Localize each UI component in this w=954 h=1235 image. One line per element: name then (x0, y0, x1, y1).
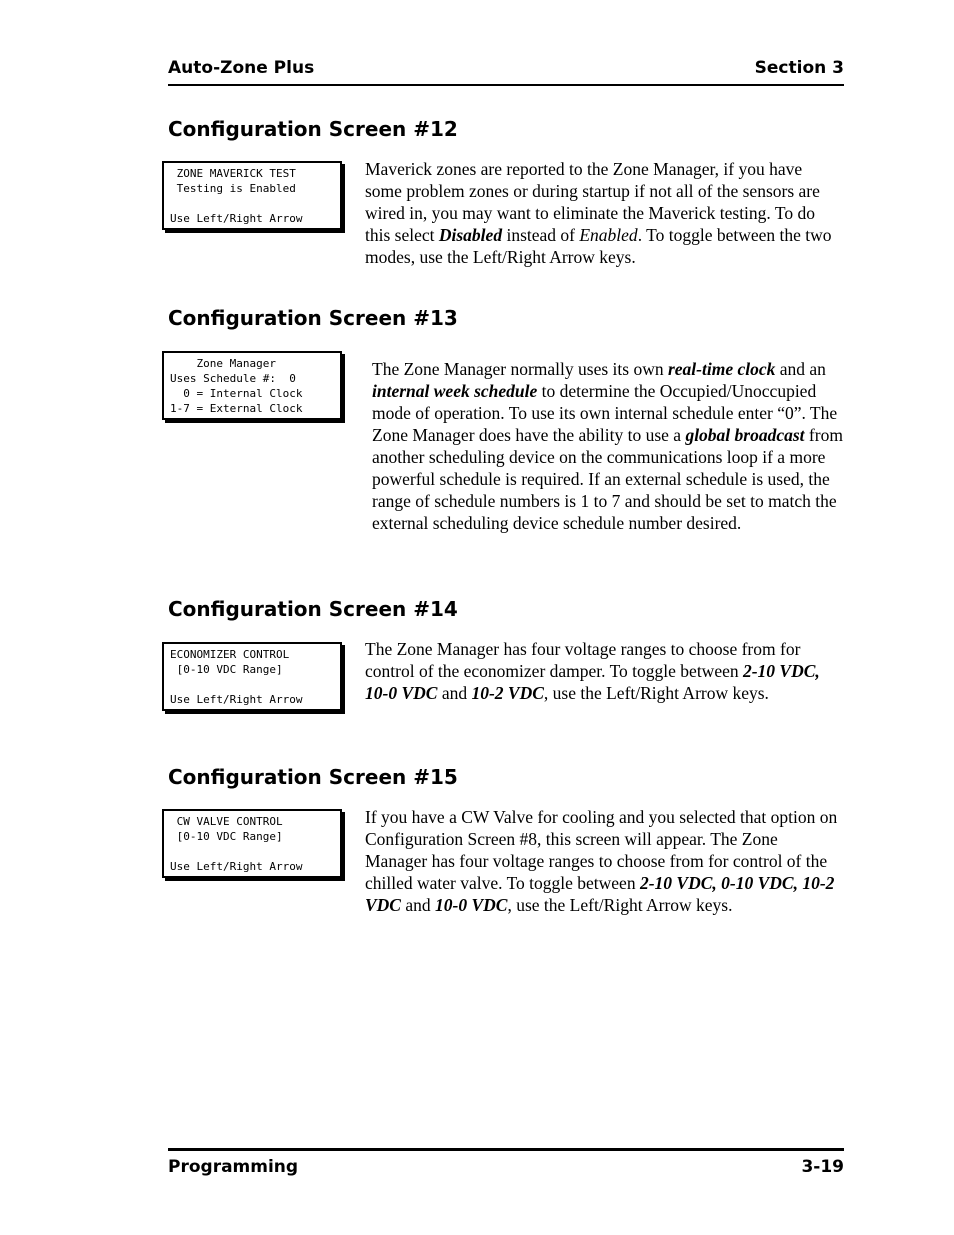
lcd-line: Testing is Enabled (170, 182, 296, 195)
section-heading-13: Configuration Screen #13 (168, 306, 458, 330)
lcd-line: Use Left/Right Arrow (170, 860, 303, 873)
lcd-line: Use Left/Right Arrow (170, 212, 303, 225)
lcd-screen-13 (162, 351, 342, 420)
lcd-line (164, 196, 340, 211)
header-section: Section 3 (754, 58, 844, 78)
lcd-line: 1-7 = External Clock (170, 402, 303, 415)
section-text-15: If you have a CW Valve for cooling and you selected that option on Configuration Screen #8, this screen will appear. The Zone Manager has four voltage ranges to choose from for control of the chilled water valve. To toggle between 2-10 VDC, 0-10 VDC, 10-2 VDC and 10-0 VDC, use the Left/Right Arrow keys. (365, 807, 838, 915)
header-title: Auto-Zone Plus (168, 58, 315, 78)
section-heading-14: Configuration Screen #14 (168, 597, 458, 621)
section-heading-15: Configuration Screen #15 (168, 765, 458, 789)
page-footer (168, 1148, 844, 1181)
lcd-screen-15 (162, 809, 342, 878)
page-number: 3-19 (801, 1157, 844, 1177)
footer-chapter: Programming (168, 1157, 299, 1177)
lcd-line: Uses Schedule #: 0 (170, 372, 296, 385)
section-heading-12: Configuration Screen #12 (168, 117, 458, 141)
lcd-screen-12 (162, 161, 342, 230)
lcd-line (164, 844, 340, 859)
lcd-line: CW VALVE CONTROL (170, 815, 283, 828)
section-text-13: The Zone Manager normally uses its own real-time clock and an internal week schedule to determine the Occupied/Unoccupied mode of operation. To use its own internal schedule enter “0”. The Zone Manager does have the ability to use a global broadcast from another scheduling device on the communications loop if a more powerful schedule is required. If an external schedule is used, the range of schedule numbers is 1 to 7 and should be set to match the external scheduling device schedule number desired. (372, 359, 843, 533)
lcd-line: ZONE MAVERICK TEST (170, 167, 296, 180)
lcd-line: [0-10 VDC Range] (170, 663, 283, 676)
lcd-screen-14 (162, 642, 342, 711)
lcd-line: ECONOMIZER CONTROL (170, 648, 290, 661)
lcd-line: [0-10 VDC Range] (170, 830, 283, 843)
section-text-12: Maverick zones are reported to the Zone Manager, if you have some problem zones or during startup if not all of the sensors are wired in, you may want to eliminate the Maverick testing. To do this select Disabled instead of Enabled. To toggle between the two modes, use the Left/Right Arrow keys. (365, 159, 832, 267)
section-text-14: The Zone Manager has four voltage ranges to choose from for control of the economizer damper. To toggle between 2-10 VDC, 10-0 VDC and 10-2 VDC, use the Left/Right Arrow keys. (365, 639, 820, 703)
lcd-line: Zone Manager (170, 357, 276, 370)
lcd-line (164, 677, 340, 692)
lcd-line: Use Left/Right Arrow (170, 693, 303, 706)
lcd-line: 0 = Internal Clock (170, 387, 303, 400)
page-header (168, 58, 844, 86)
